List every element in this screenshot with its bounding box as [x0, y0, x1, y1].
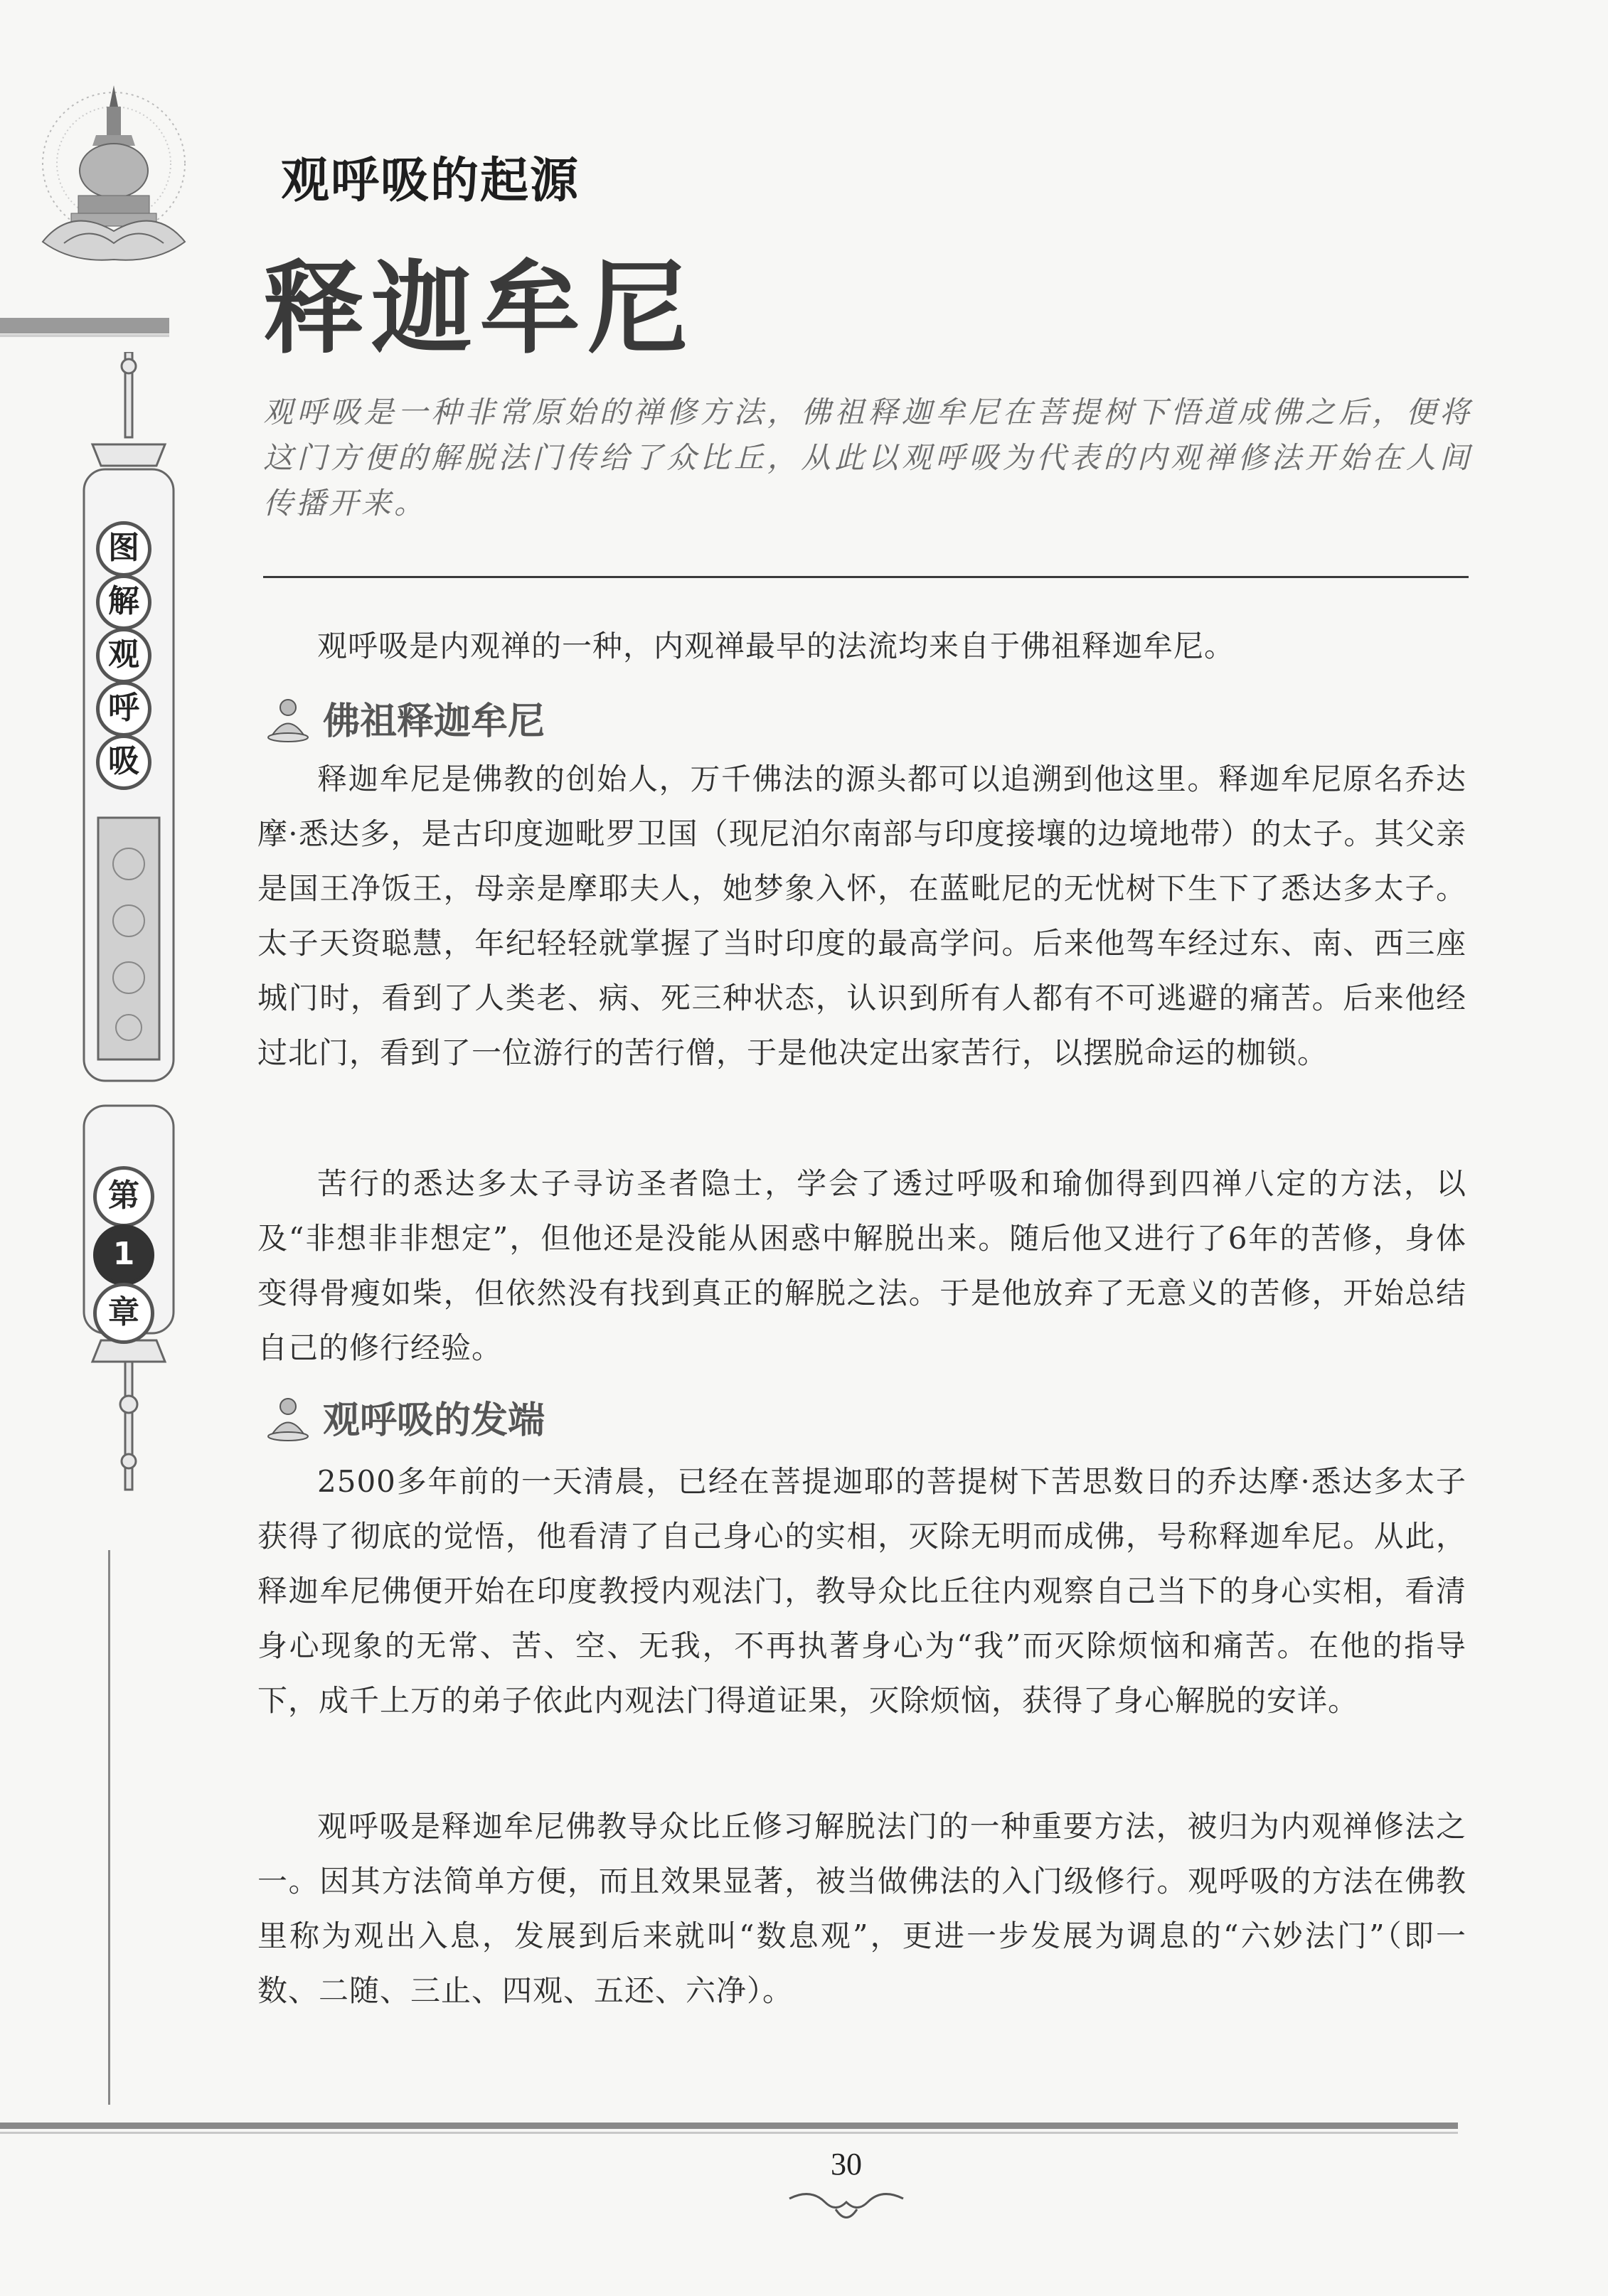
sidebar-title-char: 观 — [96, 628, 151, 683]
section-heading — [263, 1390, 545, 1443]
top-left-rule — [0, 318, 169, 333]
sidebar-title-char: 解 — [96, 575, 151, 630]
body-paragraph: 释迦牟尼是佛教的创始人，万千佛法的源头都可以追溯到他这里。释迦牟尼原名乔达摩·悉达多，是古印度迦毗罗卫国（现尼泊尔南部与印度接壤的边境地带）的太子。其父亲是国王净饭王，母亲是摩耶夫人，她梦象入怀，在蓝毗尼的无忧树下生下了悉达多太子。太子天资聪慧，年纪轻轻就掌握了当时印度的最高学问。后来他驾车经过东、南、西三座城门时，看到了人类老、病、死三种状态，认识到所有人都有不可逃避的痛苦。后来他经过北门，看到了一位游行的苦行僧，于是他决定出家苦行，以摆脱命运的枷锁。 — [257, 762, 1466, 1070]
sidebar-title-char: 呼 — [96, 681, 151, 737]
buddha-icon — [263, 693, 313, 743]
footer-rule-thin — [0, 2132, 1458, 2134]
sidebar-title-char: 吸 — [96, 735, 151, 790]
section-heading — [263, 691, 545, 744]
sidebar-vertical-line — [108, 1550, 110, 2105]
section-heading-text: 佛祖释迦牟尼 — [323, 700, 545, 743]
chapter-number-badge: 1 — [93, 1224, 154, 1286]
body-paragraph: 苦行的悉达多太子寻访圣者隐士，学会了透过呼吸和瑜伽得到四禅八定的方法，以及“非想非非想定”，但他还是没能从困惑中解脱出来。随后他又进行了6年的苦修，身体变得骨瘦如柴，但依然没有找到真正的解脱之法。于是他放弃了无意义的苦修，开始总结自己的修行经验。 — [257, 1166, 1466, 1365]
chapter-suffix: 章 — [93, 1283, 154, 1344]
page-ornament-icon — [782, 2184, 910, 2227]
body-paragraph: 观呼吸是释迦牟尼佛教导众比丘修习解脱法门的一种重要方法，被归为内观禅修法之一。因其方法简单方便，而且效果显著，被当做佛法的入门级修行。观呼吸的方法在佛教里称为观出入息，发展到后来就叫“数息观”，更进一步发展为调息的“六妙法门”（即一数、二随、三止、四观、五还、六净）。 — [257, 1809, 1466, 2008]
page-title: 释迦牟尼 — [263, 250, 696, 368]
lead-paragraph: 观呼吸是内观禅的一种，内观禅最早的法流均来自于佛祖释迦牟尼。 — [317, 629, 1235, 663]
body-paragraph: 2500多年前的一天清晨，已经在菩提迦耶的菩提树下苦思数日的乔达摩·悉达多太子获得了彻底的觉悟，他看清了自己身心的实相，灭除无明而成佛，号称释迦牟尼。从此，释迦牟尼佛便开始在印度教授内观法门，教导众比丘往内观察自己当下的身心实相，看清身心现象的无常、苦、空、无我，不再执著身心为“我”而灭除烦恼和痛苦。在他的指导下，成千上万的弟子依此内观法门得道证果，灭除烦恼，获得了身心解脱的安详。 — [257, 1464, 1466, 1718]
intro-divider — [263, 576, 1469, 578]
section-heading-text: 观呼吸的发端 — [323, 1399, 545, 1442]
buddha-icon — [263, 1392, 313, 1442]
top-left-rule-thin — [0, 334, 169, 337]
page-subtitle: 观呼吸的起源 — [281, 153, 580, 209]
page-number: 30 — [831, 2147, 862, 2182]
stupa-emblem-icon — [28, 78, 199, 292]
intro-paragraph: 观呼吸是一种非常原始的禅修方法，佛祖释迦牟尼在菩提树下悟道成佛之后，便将这门方便的解脱法门传给了众比丘，从此以观呼吸为代表的内观禅修法开始在人间传播开来。 — [263, 395, 1472, 520]
footer-rule — [0, 2123, 1458, 2129]
sidebar-title-char: 图 — [96, 521, 151, 577]
chapter-prefix: 第 — [93, 1166, 154, 1227]
